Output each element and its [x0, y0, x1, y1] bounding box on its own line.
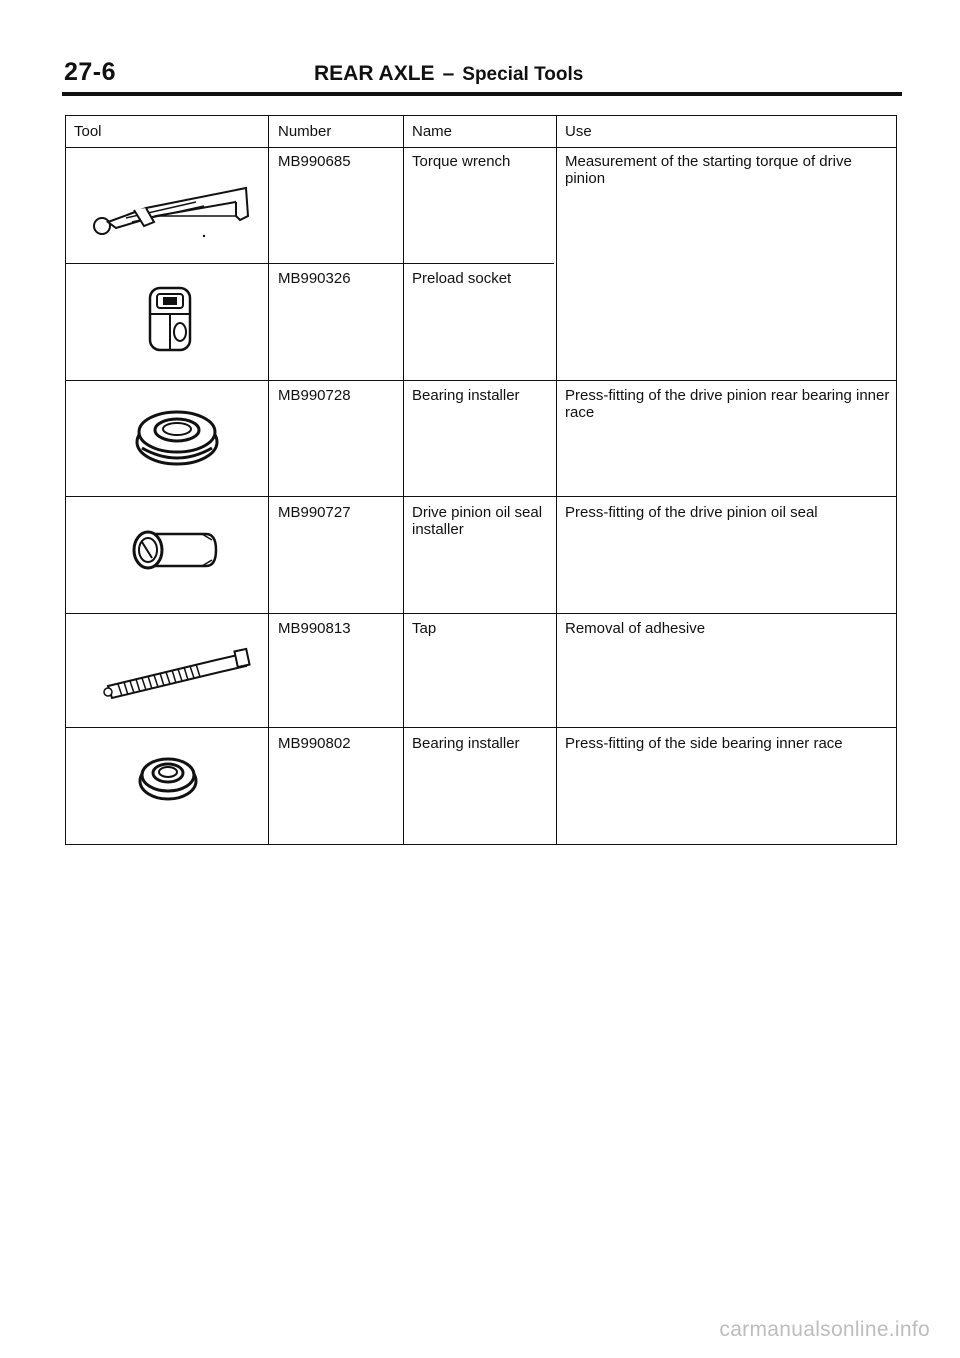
column-divider — [268, 116, 269, 844]
column-header-name: Name — [412, 123, 453, 140]
row-divider — [66, 263, 554, 264]
column-header-use: Use — [565, 123, 592, 140]
tool-number: MB990728 — [278, 387, 351, 404]
tool-number: MB990802 — [278, 735, 351, 752]
tool-name: Bearing installer — [412, 387, 520, 404]
tool-number: MB990685 — [278, 153, 351, 170]
header-rule — [62, 92, 902, 96]
header-row-divider — [66, 147, 896, 148]
tool-use: Press-fitting of the drive pinion rear bearing inner race — [565, 387, 890, 421]
row-divider — [66, 727, 896, 728]
row-divider — [66, 380, 896, 381]
special-tools-table — [65, 115, 897, 845]
bearing-installer-icon — [132, 402, 222, 472]
column-divider — [556, 116, 557, 844]
torque-wrench-icon — [86, 182, 256, 242]
tool-use: Press-fitting of the drive pinion oil seal — [565, 504, 818, 521]
tool-name: Bearing installer — [412, 735, 520, 752]
section-title: REAR AXLE — [314, 62, 435, 85]
row-divider — [66, 496, 896, 497]
column-divider — [403, 116, 404, 844]
tool-name: Drive pinion oil seal installer — [412, 504, 543, 538]
column-header-tool: Tool — [74, 123, 102, 140]
tool-number: MB990813 — [278, 620, 351, 637]
tool-number: MB990727 — [278, 504, 351, 521]
row-divider — [66, 613, 896, 614]
watermark: carmanualsonline.info — [719, 1318, 930, 1341]
side-bearing-installer-icon — [136, 751, 200, 803]
page-number: 27-6 — [64, 58, 117, 86]
section-subtitle: Special Tools — [462, 64, 584, 85]
tool-use: Measurement of the starting torque of drive pinion — [565, 153, 852, 187]
tool-use: Removal of adhesive — [565, 620, 706, 637]
page-title — [314, 62, 583, 86]
tap-icon — [96, 642, 256, 702]
title-dash: – — [442, 62, 455, 85]
tool-number: MB990326 — [278, 270, 351, 287]
tool-name: Torque wrench — [412, 153, 511, 170]
oil-seal-installer-icon — [126, 526, 226, 576]
preload-socket-icon — [142, 282, 202, 358]
tool-name: Preload socket — [412, 270, 512, 287]
column-header-number: Number — [278, 123, 332, 140]
tool-name: Tap — [412, 620, 437, 637]
tool-use: Press-fitting of the side bearing inner race — [565, 735, 843, 752]
